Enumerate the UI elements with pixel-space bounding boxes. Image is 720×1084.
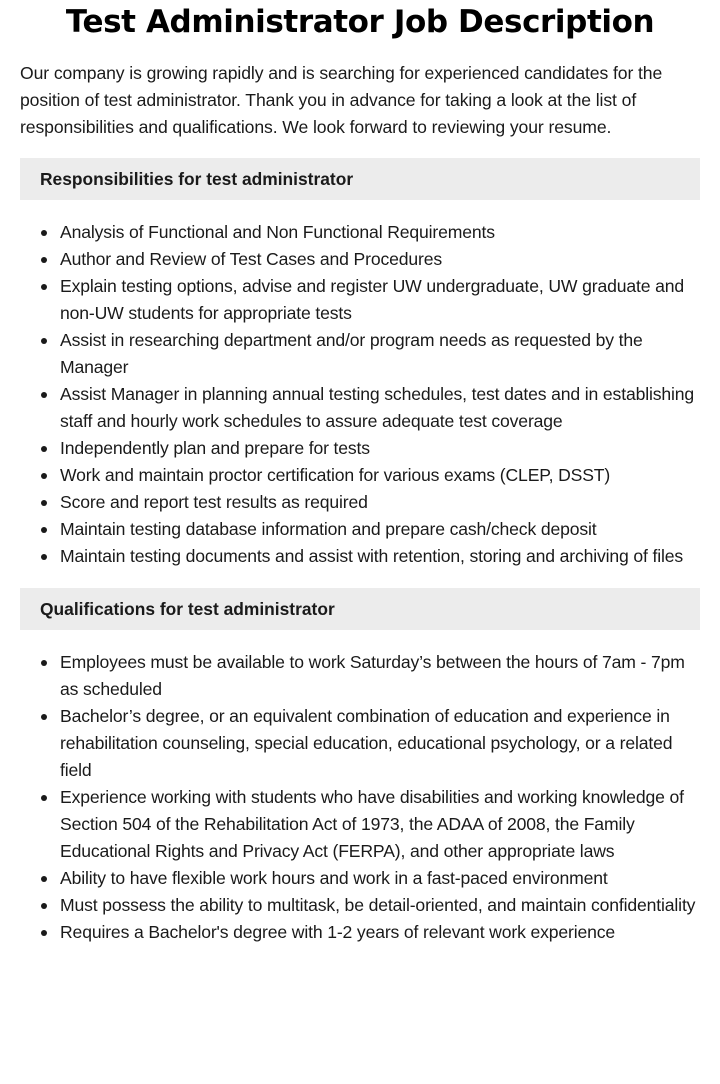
bullet-icon xyxy=(41,795,47,801)
bullet-icon xyxy=(41,284,47,290)
bullet-icon xyxy=(41,660,47,666)
list-item xyxy=(20,462,700,489)
list-item xyxy=(20,435,700,462)
list-item-text: Requires a Bachelor's degree with 1-2 years of relevant work experience xyxy=(60,922,616,942)
list-item-text: Assist Manager in planning annual testing schedules, test dates and in establishing staff and hourly work schedules to assure adequate test coverage xyxy=(60,384,695,431)
qualifications-heading: Qualifications for test administrator xyxy=(20,588,700,630)
bullet-icon xyxy=(41,230,47,236)
list-item-text: Independently plan and prepare for tests xyxy=(60,438,370,458)
bullet-icon xyxy=(41,903,47,909)
bullet-icon xyxy=(41,473,47,479)
list-item xyxy=(20,489,700,516)
bullet-icon xyxy=(41,338,47,344)
list-item xyxy=(20,381,700,435)
list-item xyxy=(20,892,700,919)
list-item-text: Explain testing options, advise and register UW undergraduate, UW graduate and non-UW students for appropriate tests xyxy=(60,276,684,323)
list-item xyxy=(20,784,700,865)
bullet-icon xyxy=(41,392,47,398)
list-item-text: Experience working with students who have disabilities and working knowledge of Section 504 of the Rehabilitation Act of 1973, the ADAA of 2008, the Family Educational Rights and Privacy Act (FERPA), and other appropriate laws xyxy=(60,787,684,861)
bullet-icon xyxy=(41,876,47,882)
qualifications-list xyxy=(20,649,700,946)
list-item xyxy=(20,649,700,703)
list-item xyxy=(20,703,700,784)
bullet-icon xyxy=(41,554,47,560)
list-item xyxy=(20,246,700,273)
list-item-text: Work and maintain proctor certification for various exams (CLEP, DSST) xyxy=(60,465,611,485)
list-item-text: Must possess the ability to multitask, be detail-oriented, and maintain confidentiality xyxy=(60,895,696,915)
list-item xyxy=(20,919,700,946)
bullet-icon xyxy=(41,500,47,506)
responsibilities-heading: Responsibilities for test administrator xyxy=(20,158,700,200)
list-item xyxy=(20,865,700,892)
list-item xyxy=(20,219,700,246)
list-item-text: Employees must be available to work Saturday’s between the hours of 7am - 7pm as scheduled xyxy=(60,652,685,699)
list-item xyxy=(20,273,700,327)
bullet-icon xyxy=(41,527,47,533)
list-item xyxy=(20,516,700,543)
bullet-icon xyxy=(41,714,47,720)
list-item xyxy=(20,543,700,570)
page-title: Test Administrator Job Description xyxy=(65,4,655,40)
intro-paragraph: Our company is growing rapidly and is searching for experienced candidates for the position of test administrator. Thank you in advance for taking a look at the list of responsibilities and qualifications. We look forward to reviewing your resume. xyxy=(20,63,663,137)
responsibilities-list xyxy=(20,219,700,570)
list-item-text: Score and report test results as required xyxy=(60,492,368,512)
list-item-text: Maintain testing database information and prepare cash/check deposit xyxy=(60,519,597,539)
bullet-icon xyxy=(41,257,47,263)
list-item xyxy=(20,327,700,381)
list-item-text: Analysis of Functional and Non Functional Requirements xyxy=(60,222,495,242)
list-item-text: Maintain testing documents and assist with retention, storing and archiving of files xyxy=(60,546,684,566)
list-item-text: Bachelor’s degree, or an equivalent combination of education and experience in rehabilitation counseling, special education, educational psychology, or a related field xyxy=(60,706,673,780)
bullet-icon xyxy=(41,930,47,936)
list-item-text: Assist in researching department and/or program needs as requested by the Manager xyxy=(60,330,643,377)
list-item-text: Ability to have flexible work hours and work in a fast-paced environment xyxy=(60,868,608,888)
list-item-text: Author and Review of Test Cases and Procedures xyxy=(60,249,443,269)
bullet-icon xyxy=(41,446,47,452)
